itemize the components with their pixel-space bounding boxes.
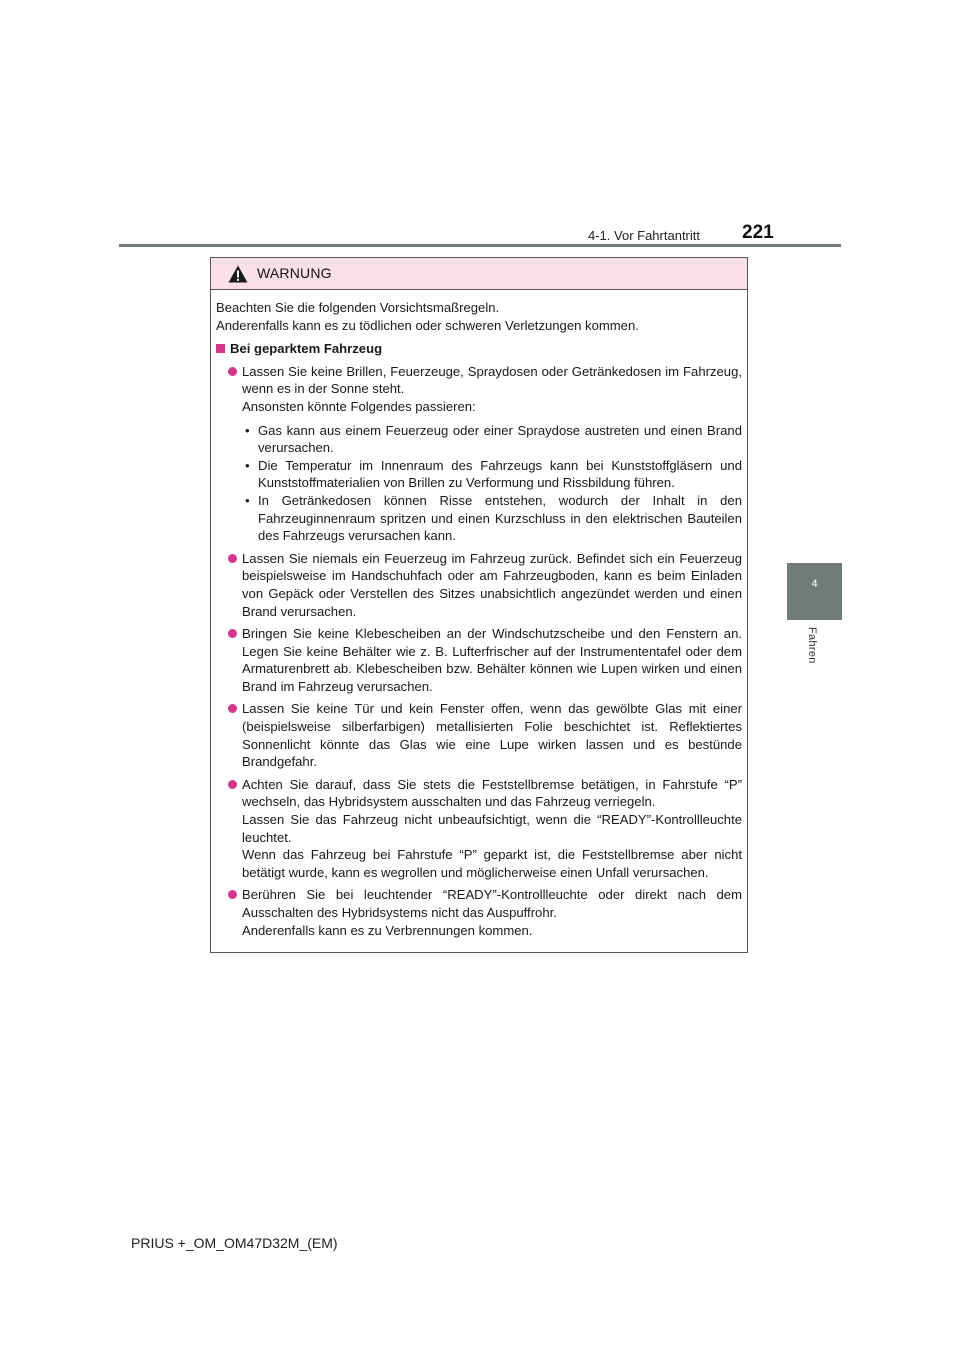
- bullet-icon: [228, 554, 237, 563]
- chapter-tab[interactable]: [787, 563, 842, 620]
- sub-list: [242, 422, 742, 545]
- warning-item-text: Wenn das Fahrzeug bei Fahrstufe “P” geparkt ist, die Feststellbremse aber nicht betätigt wurde, kann es wegrollen und möglicherweise einen Unfall verursachen.: [242, 847, 742, 880]
- warning-item: [216, 625, 742, 695]
- section-heading: [216, 340, 742, 358]
- warning-item-text: Berühren Sie bei leuchtender “READY”-Kontrollleuchte oder direkt nach dem Ausschalten des Hybridsystems nicht das Auspuffrohr.: [242, 887, 742, 920]
- sub-list-item-text: In Getränkedosen können Risse entstehen, wodurch der Inhalt in den Fahrzeuginnenraum spritzen und einen Kurzschluss in den elektrischen Bauteilen des Fahrzeugs verursachen kann.: [258, 492, 742, 544]
- sub-list-item-text: Gas kann aus einem Feuerzeug oder einer Spraydose austreten und einen Brand verursachen.: [258, 422, 742, 456]
- chapter-label: Fahren: [806, 627, 818, 664]
- warning-item: [216, 886, 742, 939]
- warning-body: [211, 290, 747, 939]
- bullet-icon: [228, 629, 237, 638]
- warning-item-text: Achten Sie darauf, dass Sie stets die Feststellbremse betätigen, in Fahrstufe “P” wechseln, das Hybridsystem ausschalten und das Fahrzeug verriegeln.: [242, 776, 742, 810]
- section-heading-text: Bei geparktem Fahrzeug: [230, 341, 383, 357]
- warning-item-text: Bringen Sie keine Klebescheiben an der Windschutzscheibe und den Fenstern an. Legen Sie keine Behälter wie z. B. Lufterfrischer auf der Instrumententafel oder dem Armaturenbrett ab. Klebescheiben bzw. Behälter können wie Lupen wirken und einen Brand im Fahrzeug verursachen.: [242, 626, 742, 694]
- warning-box: [210, 257, 748, 953]
- warning-title: WARNUNG: [257, 265, 332, 281]
- warning-item-text: Ansonsten könnte Folgendes passieren:: [242, 398, 476, 414]
- bullet-icon: [228, 367, 237, 376]
- bullet-icon: [228, 890, 237, 899]
- warning-item-text: Lassen Sie keine Tür und kein Fenster offen, wenn das gewölbte Glas mit einer (beispielsweise silberfarbigen) metallisierten Folie beschichtet ist. Reflektiertes Sonnenlicht könnte das Glas wie eine Lupe wirken lassen und es bestünde Brandgefahr.: [242, 701, 742, 770]
- warning-header: [211, 258, 747, 290]
- square-bullet-icon: [216, 344, 225, 353]
- sub-list-item: [242, 457, 742, 492]
- small-bullet-icon: •: [245, 492, 250, 508]
- sub-list-item: [242, 422, 742, 457]
- warning-item: [216, 700, 742, 770]
- bullet-icon: [228, 780, 237, 789]
- warning-intro-consequence: Anderenfalls kann es zu tödlichen oder schweren Verletzungen kommen.: [216, 317, 639, 333]
- small-bullet-icon: •: [245, 422, 250, 438]
- warning-item-text: Lassen Sie niemals ein Feuerzeug im Fahrzeug zurück. Befindet sich ein Feuerzeug beispielsweise im Handschuhfach oder am Fahrzeugboden, kann es beim Einladen von Gepäck oder Verstellen des Sitzes unabsichtlich angezündet werden und einen Brand verursachen.: [242, 550, 742, 619]
- warning-item: [216, 550, 742, 620]
- header-divider: [119, 244, 841, 247]
- bullet-icon: [228, 704, 237, 713]
- sub-list-item: [242, 492, 742, 545]
- warning-intro: Beachten Sie die folgenden Vorsichtsmaßregeln.: [216, 300, 500, 315]
- warning-item-text: Lassen Sie das Fahrzeug nicht unbeaufsichtigt, wenn die “READY”-Kontrollleuchte leuchtet.: [242, 812, 742, 845]
- warning-triangle-icon: [228, 265, 248, 283]
- warning-item-text: Anderenfalls kann es zu Verbrennungen kommen.: [242, 922, 533, 938]
- small-bullet-icon: •: [245, 457, 250, 473]
- warning-item: [216, 363, 742, 545]
- warning-item-text: Lassen Sie keine Brillen, Feuerzeuge, Spraydosen oder Getränkedosen im Fahrzeug, wenn es in der Sonne steht.: [242, 363, 742, 397]
- chapter-number: 4: [811, 578, 818, 590]
- document-code: PRIUS +_OM_OM47D32M_(EM): [131, 1235, 338, 1251]
- sub-list-item-text: Die Temperatur im Innenraum des Fahrzeugs kann bei Kunststoffgläsern und Kunststoffmaterialien von Brillen zu Verformung und Rissbildung führen.: [258, 457, 742, 491]
- section-title: 4-1. Vor Fahrtantritt: [588, 228, 700, 243]
- warning-item: [216, 776, 742, 882]
- page-number: 221: [742, 222, 774, 243]
